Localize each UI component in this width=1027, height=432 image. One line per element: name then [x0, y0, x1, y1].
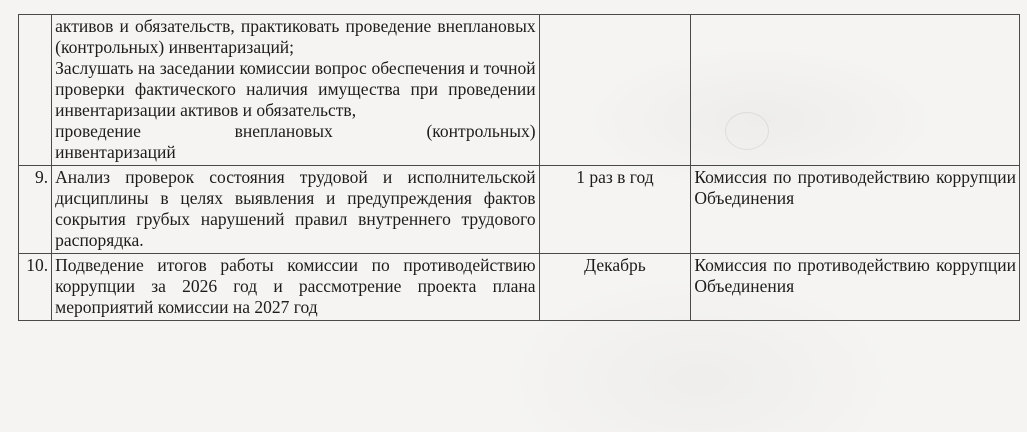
description-paragraph: Заслушать на заседании комиссии вопрос обеспечения и точной проверки фактического наличия имущества при проведении инвентаризации активов и обязательств, — [55, 58, 536, 120]
row-responsible — [691, 254, 1020, 321]
table-row — [19, 254, 1020, 321]
description-paragraph: активов и обязательств, практиковать проведение внеплановых (контрольных) инвентаризаций; — [55, 16, 536, 57]
row-description — [52, 166, 539, 254]
row-term: Декабрь — [539, 254, 691, 321]
table-row — [19, 15, 1020, 166]
row-number — [19, 15, 52, 166]
row-responsible — [691, 166, 1020, 254]
responsible-text: Комиссия по противодействию коррупции Объединения — [694, 255, 1016, 296]
description-paragraph: Анализ проверок состояния трудовой и исполнительской дисциплины в целях выявления и предупреждения фактов сокрытия грубых нарушений правил внутреннего трудового распорядка. — [55, 167, 536, 250]
row-term — [539, 15, 691, 166]
row-number: 9. — [19, 166, 52, 254]
description-line: инвентаризаций — [55, 142, 176, 162]
row-term: 1 раз в год — [539, 166, 691, 254]
responsible-text: Комиссия по противодействию коррупции Объединения — [694, 167, 1016, 208]
row-description — [52, 254, 539, 321]
description-line: проведение внеплановых (контрольных) — [55, 121, 536, 141]
row-description — [52, 15, 539, 166]
action-plan-table — [18, 14, 1020, 321]
description-paragraph: Подведение итогов работы комиссии по противодействию коррупции за 2026 год и рассмотрение проекта плана мероприятий комиссии на 2027 год — [55, 255, 536, 317]
table-row — [19, 166, 1020, 254]
row-number: 10. — [19, 254, 52, 321]
row-responsible — [691, 15, 1020, 166]
